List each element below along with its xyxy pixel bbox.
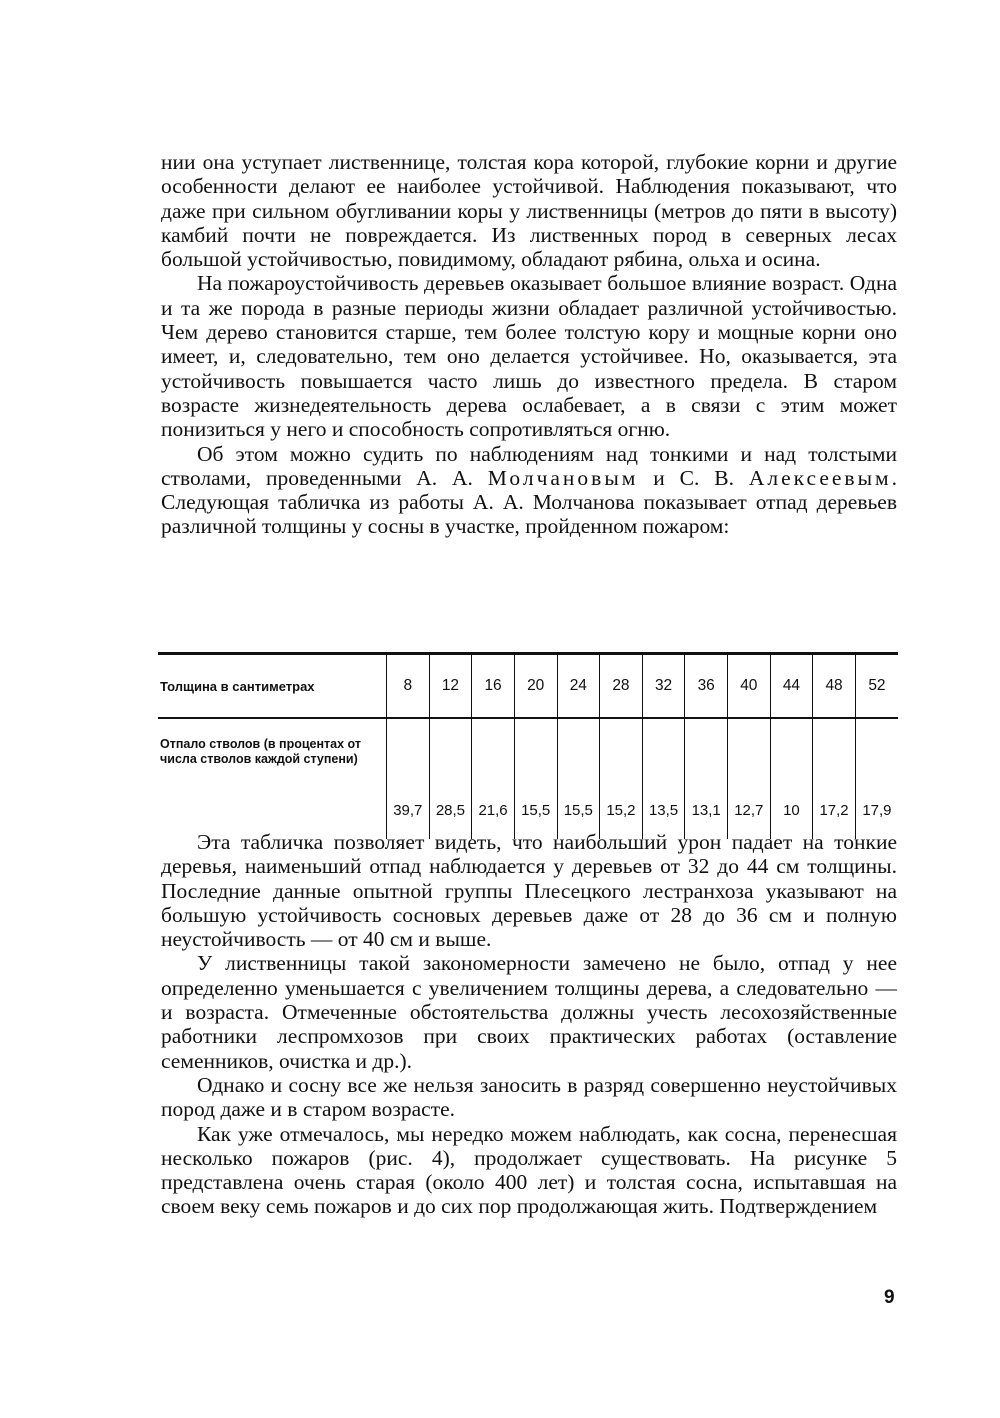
- paragraph-6: Однако и сосну все же нельзя заносить в разряд совершенно неустойчивых пород даже и в старом возрасте.: [161, 1072, 897, 1122]
- data-table: [158, 652, 898, 839]
- fallen-cell: 13,5: [642, 718, 685, 839]
- thickness-cell: 16: [472, 655, 515, 718]
- thickness-cell: 28: [600, 655, 643, 718]
- thickness-cell: 8: [387, 655, 430, 718]
- fallen-cell: 21,6: [472, 718, 515, 839]
- author-name-molchanov: Молчановым: [487, 465, 639, 490]
- author-name-alekseev: Алексеевым: [748, 465, 892, 490]
- thickness-cell: 48: [813, 655, 856, 718]
- paragraph-3-part-1: Об этом можно судить по наблюдениям над тонкими и над толстыми стволами, проведенными А. А.: [161, 441, 897, 490]
- fallen-cell: 17,2: [813, 718, 856, 839]
- fallen-cell: 28,5: [429, 718, 472, 839]
- text-block-bottom: [161, 830, 897, 1219]
- fallen-cell: 15,5: [557, 718, 600, 839]
- paragraph-2: На пожароустойчивость деревьев оказывает большое влияние возраст. Одна и та же порода в разные периоды жизни обладает различной устойчивостью. Чем дерево становится старше, тем более толстую кору и мощные корни оно имеет, и, следовательно, тем оно делается устойчивее. Но, оказывается, эта устойчивость повышается часто лишь до известного предела. В старом возрасте жизнедеятельность дерева ослабевает, а в связи с этим может понизиться у него и способность сопротивляться огню.: [161, 271, 897, 442]
- fallen-cell: 17,9: [855, 718, 898, 839]
- paragraph-7: Как уже отмечалось, мы нередко можем наблюдать, как сосна, перенесшая несколько пожаров (рис. 4), продолжает существовать. На рисунке 5 представлена очень старая (около 400 лет) и толстая сосна, испытавшая на своем веку семь пожаров и до сих пор продолжающая жить. Подтверждением: [161, 1121, 897, 1219]
- text-block-top: [161, 150, 897, 539]
- fallen-cell: 15,2: [600, 718, 643, 839]
- fallen-cell: 15,5: [514, 718, 557, 839]
- table-row-fallen: [158, 718, 898, 839]
- thickness-cell: 36: [685, 655, 728, 718]
- fallen-label: Отпало стволов (в процентах от числа стволов каждой ступени): [160, 737, 361, 766]
- thickness-cell: 52: [855, 655, 898, 718]
- paragraph-3: [161, 442, 897, 539]
- table-row-thickness: [158, 655, 898, 718]
- thickness-cell: 20: [514, 655, 557, 718]
- paragraph-1: нии она уступает лиственнице, толстая кора которой, глубокие корни и другие особенности делают ее наиболее устойчивой. Наблюдения показывают, что даже при сильном обугливании коры у лиственницы (метров до пяти в высоту) камбий почти не повреждается. Из лиственных пород в северных лесах большой устойчивостью, повидимому, обладают рябина, ольха и осина.: [161, 150, 897, 272]
- thickness-cell: 32: [642, 655, 685, 718]
- fallen-cell: 12,7: [728, 718, 771, 839]
- paragraph-5: У лиственницы такой закономерности замечено не было, отпад у нее определенно уменьшается с увеличением толщины дерева, а следовательно — и возраста. Отмеченные обстоятельства должны учесть лесохозяйственные работники леспромхозов при своих практических работах (оставление семенников, очистка и др.).: [161, 951, 897, 1073]
- thickness-cell: 24: [557, 655, 600, 718]
- paragraph-3-part-3: . Следующая табличка из работы А. А. Молчанова показывает отпад деревьев различной толщины у сосны в участке, пройденном пожаром:: [161, 465, 897, 539]
- fallen-cell: 13,1: [685, 718, 728, 839]
- thickness-label: Толщина в сантиметрах: [158, 655, 387, 718]
- thickness-cell: 40: [728, 655, 771, 718]
- paragraph-3-part-2: и С. В.: [638, 465, 749, 490]
- thickness-cell: 12: [429, 655, 472, 718]
- fallen-cell: 10: [770, 718, 813, 839]
- page-number: 9: [884, 1287, 895, 1308]
- thickness-cell: 44: [770, 655, 813, 718]
- fallen-cell: 39,7: [387, 718, 430, 839]
- paragraph-4: Эта табличка позволяет видеть, что наибольший урон падает на тонкие деревья, наименьший отпад наблюдается у деревьев от 32 до 44 см толщины. Последние данные опытной группы Плесецкого лестранхоза указывают на большую устойчивость сосновых деревьев даже от 28 до 36 см и полную неустойчивость — от 40 см и выше.: [161, 830, 897, 952]
